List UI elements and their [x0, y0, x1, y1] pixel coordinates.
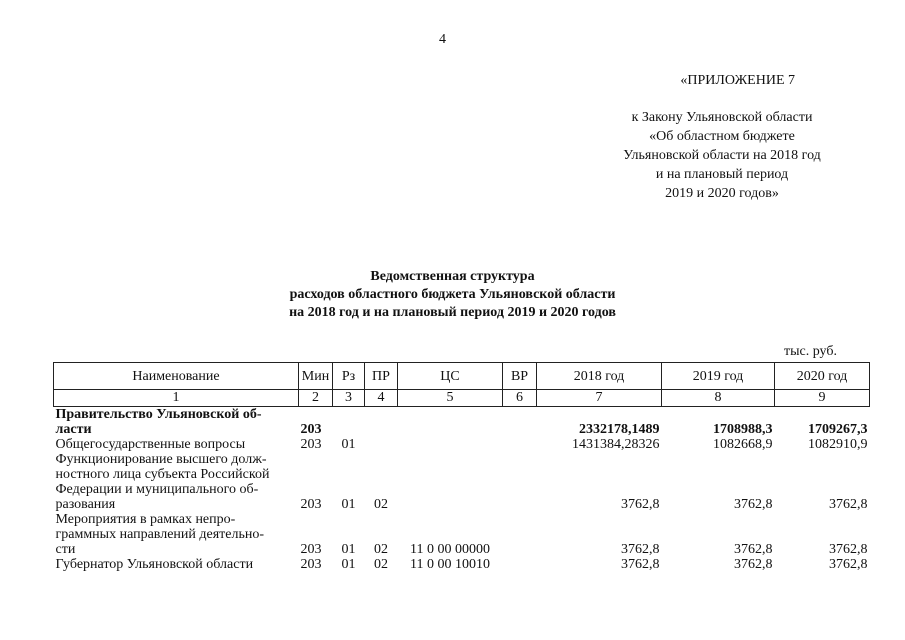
row-cs [398, 452, 503, 512]
row-name [54, 512, 299, 557]
row-2019: 3762,8 [734, 497, 773, 512]
column-number: 5 [398, 390, 503, 407]
row-cs [398, 407, 503, 438]
row-2020: 1082910,9 [808, 437, 868, 452]
row-2018: 3762,8 [621, 497, 660, 512]
appendix-title: «ПРИЛОЖЕНИЕ 7 [680, 73, 795, 88]
header-name: Наименование [54, 363, 299, 390]
row-name-line: Общегосударственные вопросы [55, 437, 246, 452]
row-name [54, 437, 299, 452]
row-vr [503, 452, 537, 512]
table-row [54, 437, 870, 452]
row-pr [365, 437, 398, 452]
row-min: 203 [300, 422, 322, 437]
law-line: и на плановый период [655, 167, 789, 182]
row-name-line: Губернатор Ульяновской области [55, 557, 254, 572]
row-pr [365, 407, 398, 438]
law-line: Ульяновской области на 2018 год [623, 148, 821, 163]
column-number: 6 [503, 390, 537, 407]
row-name-line: Функционирование высшего долж- [55, 452, 267, 467]
row-rz: 01 [341, 542, 356, 557]
row-2018: 1431384,28326 [572, 437, 660, 452]
row-name [54, 452, 299, 512]
appendix-law-reference [602, 108, 842, 203]
document-title [0, 268, 905, 322]
header-pr: ПР [365, 363, 398, 390]
row-name-line: разования [55, 497, 116, 512]
row-2019: 3762,8 [734, 542, 773, 557]
column-number-row [54, 390, 870, 407]
row-2018: 3762,8 [621, 542, 660, 557]
title-line: на 2018 год и на плановый период 2019 и 2020 годов [289, 305, 616, 320]
row-cs: 11 0 00 10010 [410, 557, 490, 572]
row-name-line: Федерации и муниципального об- [55, 482, 259, 497]
column-number: 3 [333, 390, 365, 407]
header-min: Мин [299, 363, 333, 390]
row-2020: 3762,8 [829, 497, 868, 512]
column-number: 4 [365, 390, 398, 407]
law-line: «Об областном бюджете [649, 129, 795, 144]
header-2020: 2020 год [775, 363, 870, 390]
row-rz: 01 [341, 557, 356, 572]
column-number: 7 [537, 390, 662, 407]
header-2018: 2018 год [537, 363, 662, 390]
page-number: 4 [439, 32, 446, 47]
row-2019: 1708988,3 [713, 422, 773, 437]
column-number: 2 [299, 390, 333, 407]
row-pr: 02 [374, 497, 388, 512]
row-2020: 3762,8 [829, 557, 868, 572]
row-2019: 3762,8 [734, 557, 773, 572]
units-label: тыс. руб. [784, 344, 837, 359]
row-name-line: ласти [55, 422, 92, 437]
row-2018: 2332178,1489 [579, 422, 660, 437]
title-line: Ведомственная структура [370, 269, 535, 284]
row-pr: 02 [374, 557, 388, 572]
title-line: расходов областного бюджета Ульяновской области [289, 287, 616, 302]
header-2019: 2019 год [662, 363, 775, 390]
row-cs: 11 0 00 00000 [410, 542, 490, 557]
row-min: 203 [300, 497, 322, 512]
law-line: 2019 и 2020 годов» [665, 186, 779, 201]
row-vr [503, 512, 537, 557]
row-name [54, 557, 299, 572]
row-name [54, 407, 299, 438]
row-2019: 1082668,9 [713, 437, 773, 452]
row-name-line: Мероприятия в рамках непро- [55, 512, 236, 527]
row-rz [333, 407, 365, 438]
column-number: 9 [775, 390, 870, 407]
row-min: 203 [300, 542, 322, 557]
row-2020: 3762,8 [829, 542, 868, 557]
row-cs [398, 437, 503, 452]
header-vr: ВР [503, 363, 537, 390]
table-row [54, 407, 870, 438]
table-row [54, 557, 870, 572]
row-name-line: граммных направлений деятельно- [55, 527, 265, 542]
row-name-line: сти [55, 542, 76, 557]
row-name-line: Правительство Ульяновской об- [55, 407, 262, 422]
row-min: 203 [300, 437, 322, 452]
law-line: к Закону Ульяновской области [631, 110, 813, 125]
row-pr: 02 [374, 542, 388, 557]
header-rz: Рз [333, 363, 365, 390]
table-row [54, 452, 870, 512]
row-vr [503, 407, 537, 438]
row-vr [503, 437, 537, 452]
row-name-line: ностного лица субъекта Российской [55, 467, 270, 482]
header-cs: ЦС [398, 363, 503, 390]
budget-table [53, 362, 870, 572]
row-vr [503, 557, 537, 572]
row-rz: 01 [341, 497, 356, 512]
row-2018: 3762,8 [621, 557, 660, 572]
column-number: 1 [54, 390, 299, 407]
table-header-row [54, 363, 870, 390]
row-2020: 1709267,3 [808, 422, 868, 437]
row-min: 203 [300, 557, 322, 572]
column-number: 8 [662, 390, 775, 407]
table-row [54, 512, 870, 557]
row-rz: 01 [341, 437, 356, 452]
